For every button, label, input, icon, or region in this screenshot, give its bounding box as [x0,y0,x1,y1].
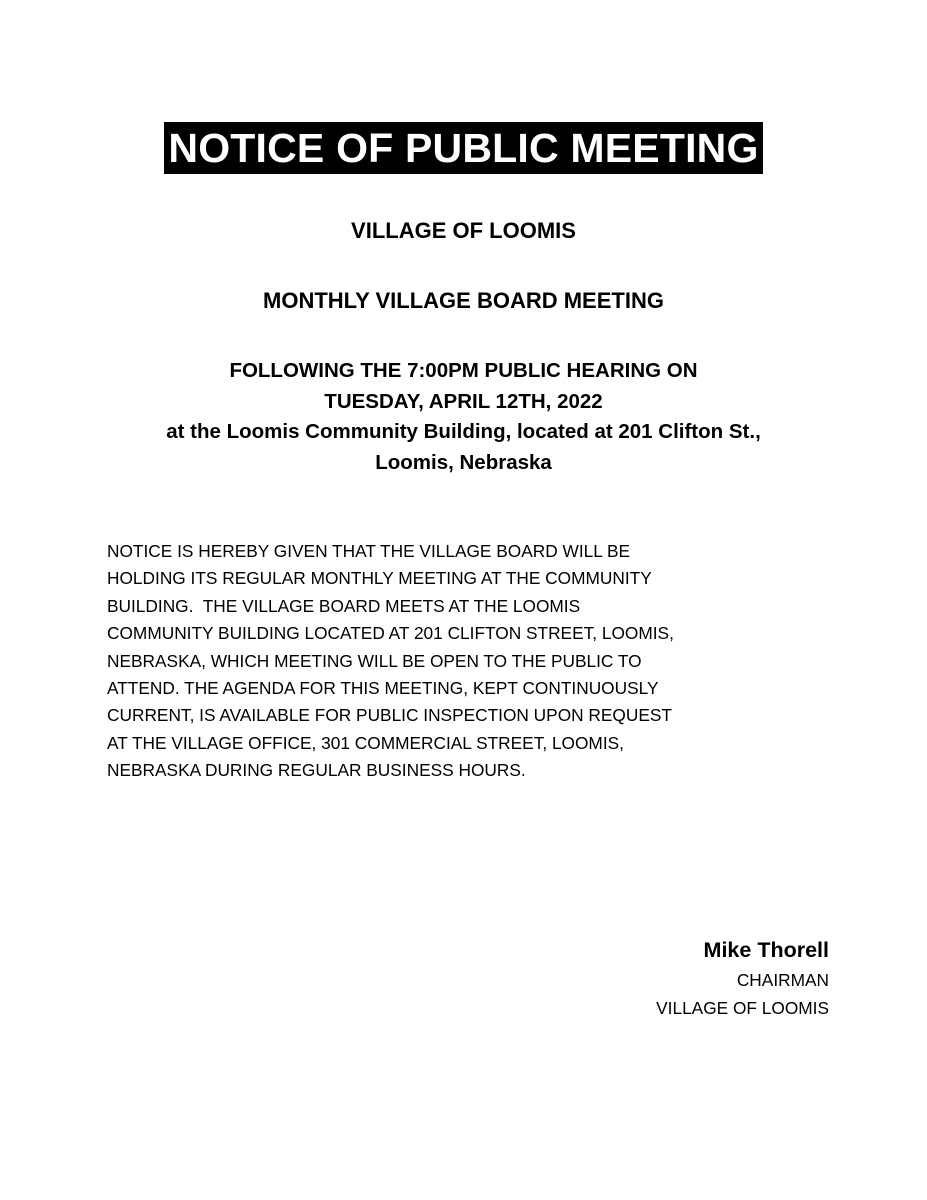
banner-container [0,122,927,174]
notice-line: ATTEND. THE AGENDA FOR THIS MEETING, KEPT CONTINUOUSLY [107,678,659,699]
hearing-date-line: TUESDAY, APRIL 12TH, 2022 [324,389,603,413]
notice-line: NEBRASKA DURING REGULAR BUSINESS HOURS. [107,760,526,781]
notice-line: NOTICE IS HEREBY GIVEN THAT THE VILLAGE BOARD WILL BE [107,541,631,561]
notice-paragraph [107,538,827,785]
signer-organization: VILLAGE OF LOOMIS [656,998,829,1018]
notice-banner-title: NOTICE OF PUBLIC MEETING [164,122,762,174]
hearing-details [0,356,927,478]
village-heading: VILLAGE OF LOOMIS [351,218,576,243]
hearing-location-line: at the Loomis Community Building, located at 201 Clifton St., [166,420,761,443]
hearing-city-line: Loomis, Nebraska [375,450,552,474]
notice-line: BUILDING. THE VILLAGE BOARD MEETS AT THE LOOMIS [107,595,581,616]
meeting-heading: MONTHLY VILLAGE BOARD MEETING [263,288,664,313]
hearing-line: FOLLOWING THE 7:00PM PUBLIC HEARING ON [229,359,698,382]
notice-line: HOLDING ITS REGULAR MONTHLY MEETING AT THE COMMUNITY [107,568,652,589]
notice-line: NEBRASKA, WHICH MEETING WILL BE OPEN TO THE PUBLIC TO [107,650,642,671]
notice-line: CURRENT, IS AVAILABLE FOR PUBLIC INSPECTION UPON REQUEST [107,705,672,726]
signature-block [656,934,829,1022]
notice-line: COMMUNITY BUILDING LOCATED AT 201 CLIFTON STREET, LOOMIS, [107,623,674,644]
notice-line: AT THE VILLAGE OFFICE, 301 COMMERCIAL STREET, LOOMIS, [107,732,624,753]
signer-title: CHAIRMAN [736,970,829,990]
signer-name: Mike Thorell [703,938,829,962]
